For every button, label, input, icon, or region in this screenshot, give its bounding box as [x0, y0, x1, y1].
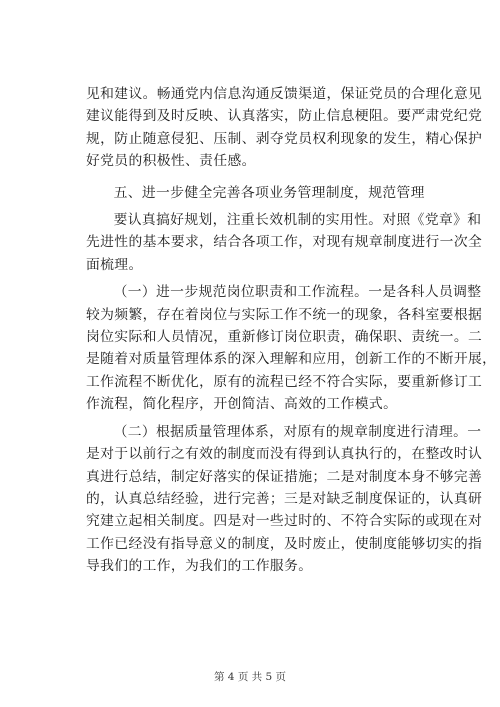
- text-line: 见和建议。畅通党内信息沟通反馈渠道，保证党员的合理化意见: [86, 86, 483, 102]
- text-line: 究建立起相关制度。四是对一些过时的、不符合实际的或现在对: [86, 513, 483, 530]
- text-line: 是随着对质量管理体系的深入理解和应用，创新工作的不断开展，: [86, 351, 497, 368]
- page-number-footer: 第 4 页 共 5 页: [213, 671, 287, 683]
- text-line: 的，认真总结经验，进行完善；三是对缺乏制度保证的，认真研: [86, 490, 483, 507]
- text-line: 规，防止随意侵犯、压制、剥夺党员权利现象的发生，精心保护: [86, 130, 483, 147]
- heading-text: 五、进一步健全完善各项业务管理制度，规范管理: [113, 184, 425, 201]
- paragraph-item-one: [86, 281, 497, 415]
- text-line: 较为频繁，存在着岗位与实际工作不统一的现象，各科室要根据: [86, 306, 483, 323]
- text-line: （二）根据质量管理体系，对原有的规章制度进行清理。一: [113, 423, 482, 440]
- paragraph-feedback-channels: [86, 83, 483, 173]
- text-line: 导我们的工作，为我们的工作服务。: [86, 558, 313, 575]
- paragraph-planning: [86, 209, 483, 276]
- paragraph-item-two: [86, 421, 483, 578]
- text-line: （一）进一步规范岗位职责和工作流程。一是各科人员调整: [113, 284, 482, 301]
- document-body: [86, 83, 497, 578]
- section-heading-five: [86, 182, 425, 204]
- text-line: 岗位实际和人员情况，重新修订岗位职责，确保职、责统一。二: [86, 329, 483, 346]
- text-line: 工作流程不断优化，原有的流程已经不符合实际，要重新修订工: [86, 373, 483, 390]
- text-line: 面梳理。: [86, 256, 143, 273]
- text-line: 工作已经没有指导意义的制度，及时废止，使制度能够切实的指: [86, 535, 483, 552]
- text-line: 先进性的基本要求，结合各项工作，对现有规章制度进行一次全: [86, 234, 483, 251]
- text-line: 真进行总结，制定好落实的保证措施；二是对制度本身不够完善: [86, 468, 483, 485]
- text-line: 好党员的积极性、责任感。: [86, 153, 256, 170]
- text-line: 要认真搞好规划，注重长效机制的实用性。对照《党章》和: [113, 212, 482, 229]
- text-line: 是对于以前行之有效的制度而没有得到认真执行的，在整改时认: [86, 446, 483, 463]
- text-line: 建议能得到及时反映、认真落实，防止信息梗阻。要严肃党纪党: [86, 108, 483, 125]
- text-line: 作流程，简化程序，开创简洁、高效的工作模式。: [86, 396, 398, 413]
